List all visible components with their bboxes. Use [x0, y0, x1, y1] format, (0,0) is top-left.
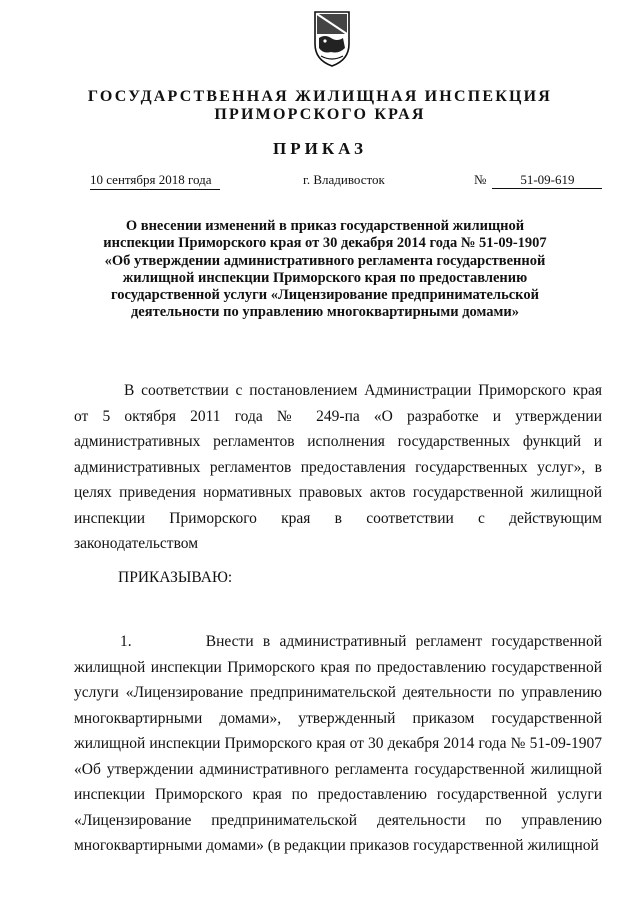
- order-number-block: [474, 172, 604, 189]
- preamble-paragraph: В соответствии с постановлением Администрации Приморского края от 5 октября 2011 года № 249-па «О разработке и утверждении административных регламентов исполнения государственных функций и административных регламентов предоставления государственных услуг», в целях приведения нормативных правовых актов государственной жилищной инспекции Приморского края в соответствии с действующим законодательством: [74, 382, 602, 552]
- document-type: ПРИКАЗ: [273, 139, 367, 158]
- order-number: 51-09-619: [492, 172, 602, 189]
- order-city: г. Владивосток: [303, 172, 385, 187]
- order-number-label: №: [474, 172, 487, 187]
- order-item-1: 1. Внести в административный регламент государственной жилищной инспекции Приморского края по предоставлению государственной услуги «Лицензирование предпринимательской деятельности по управлению многоквартирными домами», утвержденный приказом государственной жилищной инспекции Приморского края от 30 декабря 2014 года № 51-09-1907 «Об утверждении административного регламента государственной жилищной инспекции Приморского края по предоставлению государственной услуги «Лицензирование предпринимательской деятельности по управлению многоквартирными домами» (в редакции приказов государственной жилищной: [74, 633, 602, 854]
- organization-name-line2: ПРИМОРСКОГО КРАЯ: [214, 106, 426, 123]
- order-heading: О внесении изменений в приказ государственной жилищной инспекции Приморского края от 30 декабря 2014 года № 51-09-1907 «Об утверждении административного регламента государственной жилищной инспекции Приморского края по предоставлению государственной услуги «Лицензирование предпринимательской деятельности по управлению многоквартирными домами»: [103, 218, 547, 321]
- order-date: 10 сентября 2018 года: [90, 172, 220, 190]
- coat-of-arms-icon: [311, 8, 353, 68]
- organization-name-line1: ГОСУДАРСТВЕННАЯ ЖИЛИЩНАЯ ИНСПЕКЦИЯ: [87, 88, 553, 105]
- order-directive: ПРИКАЗЫВАЮ:: [118, 569, 233, 586]
